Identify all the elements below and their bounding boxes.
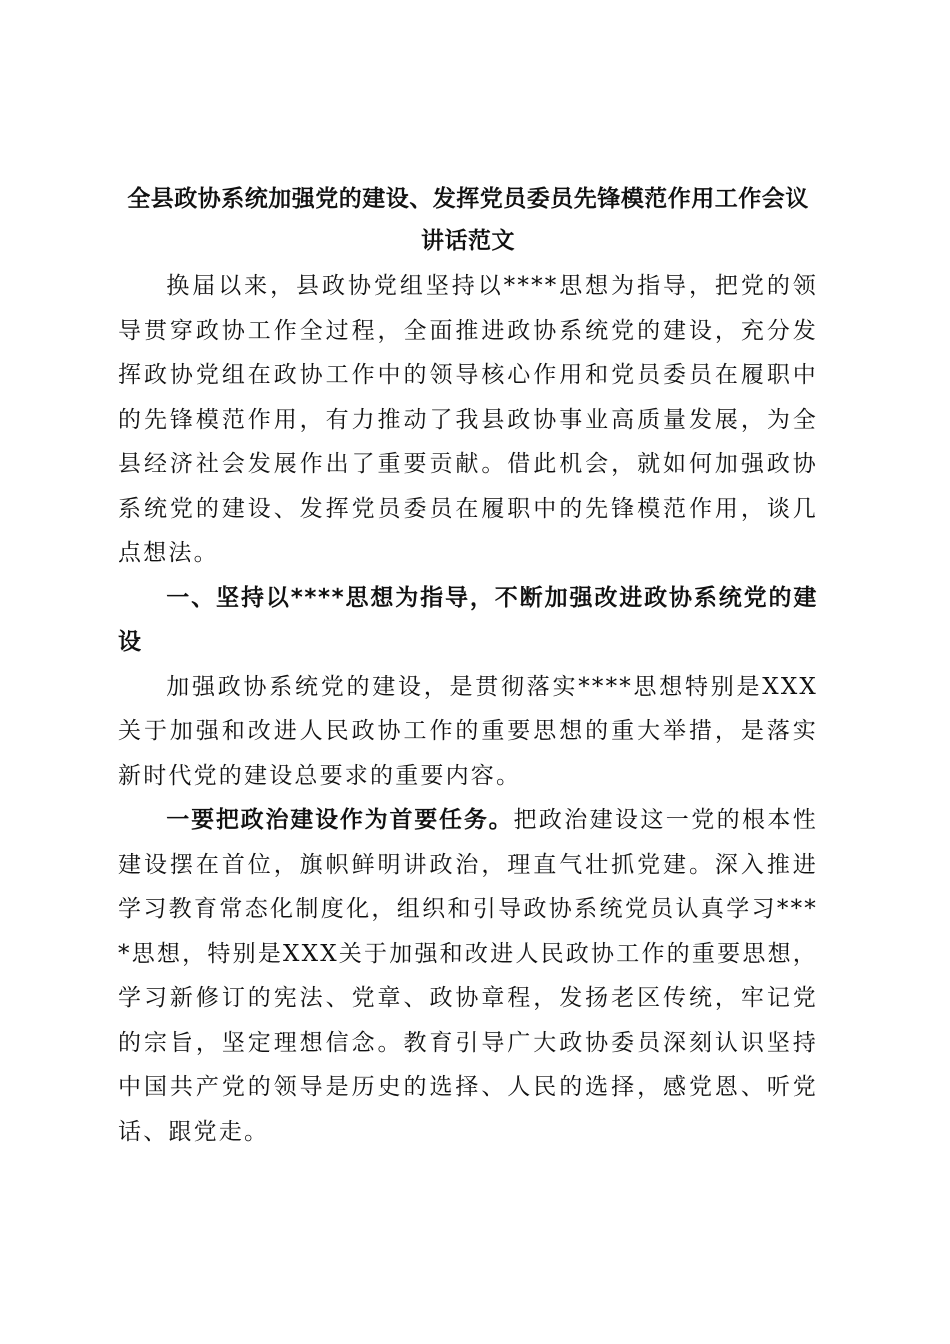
document-body [118,178,818,1154]
section-heading: 一、坚持以****思想为指导，不断加强改进政协系统党的建设 [118,584,818,655]
document-title: 全县政协系统加强党的建设、发挥党员委员先锋模范作用工作会议讲话范文 [127,186,809,254]
point-paragraph [118,798,818,1154]
intro-paragraph: 换届以来，县政协党组坚持以****思想为指导，把党的领导贯穿政协工作全过程，全面推进政协系统党的建设，充分发挥政协党组在政协工作中的领导核心作用和党员委员在履职中的先锋模范作用，有力推动了我县政协事业高质量发展，为全县经济社会发展作出了重要贡献。借此机会，就如何加强政协系统党的建设、发挥党员委员在履职中的先锋模范作用，谈几点想法。 [118,273,818,566]
point-body: 把政治建设这一党的根本性建设摆在首位，旗帜鲜明讲政治，理直气壮抓党建。深入推进学习教育常态化制度化，组织和引导政协系统党员认真学习****思想，特别是XXX关于加强和改进人民政协工作的重要思想，学习新修订的宪法、党章、政协章程，发扬老区传统，牢记党的宗旨，坚定理想信念。教育引导广大政协委员深刻认识坚持中国共产党的领导是历史的选择、人民的选择，感党恩、听党话、跟党走。 [118,807,818,1145]
section-intro-paragraph: 加强政协系统党的建设，是贯彻落实****思想特别是XXX关于加强和改进人民政协工作的重要思想的重大举措，是落实新时代党的建设总要求的重要内容。 [118,673,818,789]
point-lead: 一要把政治建设作为首要任务。 [166,807,514,833]
